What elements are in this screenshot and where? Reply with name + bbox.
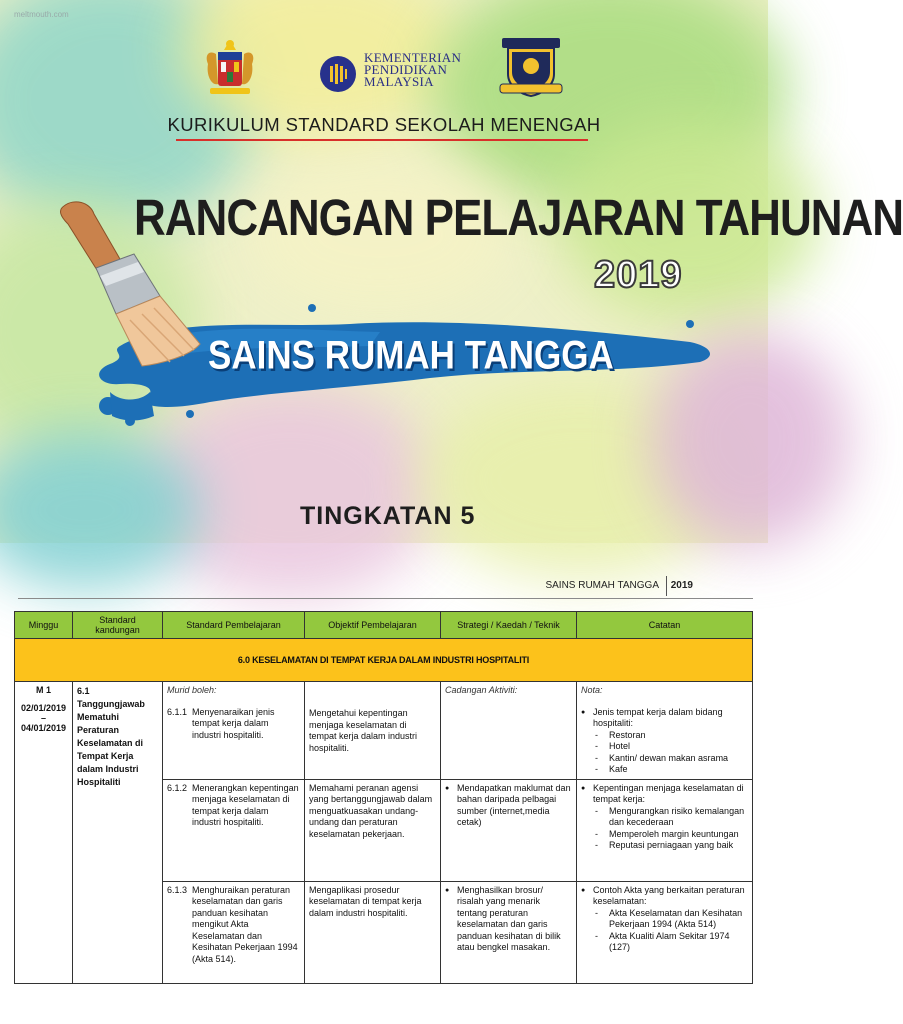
page-header (18, 574, 753, 599)
learning-standard-cell (163, 881, 305, 983)
column-header: Standard Pembelajaran (163, 612, 305, 639)
week-label: M 1 (35, 685, 51, 695)
strategy-bullet: ● Menghasilkan brosur/ risalah yang menarik tentang peraturan keselamatan dan garis panduan kesihatan di bilik atau bengkel masakan. (445, 885, 572, 954)
week-end-date: 04/01/2019 (20, 723, 67, 733)
notes-cell (577, 682, 753, 780)
kpm-emblem-icon (318, 54, 358, 94)
column-header: Catatan (577, 612, 753, 639)
note-list (581, 730, 748, 776)
topic-row (15, 639, 753, 682)
column-header: Objektif Pembelajaran (305, 612, 441, 639)
kpm-line: KEMENTERIAN (364, 50, 462, 65)
topic-title: 6.0 KESELAMATAN DI TEMPAT KERJA DALAM INDUSTRI HOSPITALITI (15, 639, 753, 682)
curriculum-label: KURIKULUM STANDARD SEKOLAH MENENGAH (167, 114, 601, 135)
column-header: Minggu (15, 612, 73, 639)
strategy-cell (441, 779, 577, 881)
column-header: Standard kandungan (73, 612, 163, 639)
kpm-line: PENDIDIKAN (364, 62, 448, 77)
learning-standard-cell (163, 682, 305, 780)
objective-cell: Mengetahui kepentingan menjaga keselamatan di tempat kerja dalam industri hospitaliti. (305, 682, 441, 780)
header-year: 2019 (670, 580, 693, 591)
murid-boleh-label: Murid boleh: (167, 685, 217, 695)
watermark: meltmouth.com (14, 10, 69, 19)
content-standard-code: 6.1 (77, 686, 90, 696)
list-item: - Reputasi perniagaan yang baik (595, 840, 748, 852)
malaysia-coat-of-arms-icon (200, 36, 260, 98)
learning-standard-item (167, 707, 300, 742)
learning-standard-item (167, 885, 300, 966)
strategy-bullet: ● Mendapatkan maklumat dan bahan daripada pelbagai sumber (internet,media cetak) (445, 783, 572, 829)
list-item: - Restoran (595, 730, 748, 742)
learning-standard-number: 6.1.2 (167, 782, 188, 793)
week-cell (15, 682, 73, 984)
week-date-dash: – (40, 713, 46, 723)
learning-standard-text: Menyenaraikan jenis tempat kerja dalam industri hospitaliti. (192, 706, 275, 740)
strategy-cell (441, 881, 577, 983)
column-header: Strategi / Kaedah / Teknik (441, 612, 577, 639)
form-label: TINGKATAN 5 (300, 502, 476, 530)
logo-bar (0, 36, 768, 106)
cadangan-label: Cadangan Aktiviti: (445, 685, 518, 695)
note-bullet: ● Kepentingan menjaga keselamatan di tempat kerja: (581, 783, 748, 806)
list-item: - Kantin/ dewan makan asrama (595, 753, 748, 765)
notes-cell (577, 779, 753, 881)
header-subject: SAINS RUMAH TANGGA (545, 580, 659, 591)
note-list (581, 806, 748, 852)
content-standard-text: Tanggungjawab Mematuhi Peraturan Keselamatan di Tempat Kerja dalam Industri Hospitaliti (77, 699, 145, 787)
list-item: - Hotel (595, 741, 748, 753)
lesson-plan-table (14, 611, 753, 984)
learning-standard-cell (163, 779, 305, 881)
table-row (15, 682, 753, 780)
list-item: - Mengurangkan risiko kemalangan dan kecederaan (595, 806, 748, 829)
list-item: - Memperoleh margin keuntungan (595, 829, 748, 841)
learning-standard-text: Menghuraikan peraturan keselamatan dan garis panduan kesihatan mengikut Akta Keselamatan dan Kesihatan Pekerjaan 1994 (Akta 514). (192, 884, 298, 964)
nota-label: Nota: (581, 685, 603, 695)
note-bullet: ● Jenis tempat kerja dalam bidang hospitaliti: (581, 707, 748, 730)
learning-standard-number: 6.1.3 (167, 884, 188, 895)
week-start-date: 02/01/2019 (20, 703, 67, 713)
note-list (581, 908, 748, 954)
cover-year: 2019 (594, 254, 683, 296)
learning-standard-text: Menerangkan kepentingan menjaga keselamatan di tempat kerja dalam industri hospitaliti. (192, 782, 299, 827)
list-item: - Kafe (595, 764, 748, 776)
notes-cell (577, 881, 753, 983)
content-standard-cell (73, 682, 163, 984)
header-divider (666, 576, 667, 596)
note-bullet: ● Contoh Akta yang berkaitan peraturan keselamatan: (581, 885, 748, 908)
school-crest-icon (498, 36, 564, 98)
kpm-line: MALAYSIA (364, 74, 434, 89)
learning-standard-item (167, 783, 300, 829)
objective-cell: Mengaplikasi prosedur keselamatan di tempat kerja dalam industri hospitaliti. (305, 881, 441, 983)
curriculum-underline (176, 139, 588, 141)
list-item: - Akta Keselamatan dan Kesihatan Pekerjaan 1994 (Akta 514) (595, 908, 748, 931)
kpm-wordmark (364, 52, 461, 88)
table-header-row (15, 612, 753, 639)
subject-title: SAINS RUMAH TANGGA (208, 333, 614, 378)
objective-cell: Memahami peranan agensi yang bertanggungjawab dalam menguatkuasakan undang-undang dan peraturan keselamatan pekerjaan. (305, 779, 441, 881)
strategy-cell (441, 682, 577, 780)
cover-title: RANCANGAN PELAJARAN TAHUNAN (134, 190, 903, 247)
learning-standard-number: 6.1.1 (167, 706, 188, 717)
list-item: - Akta Kualiti Alam Sekitar 1974 (127) (595, 931, 748, 954)
